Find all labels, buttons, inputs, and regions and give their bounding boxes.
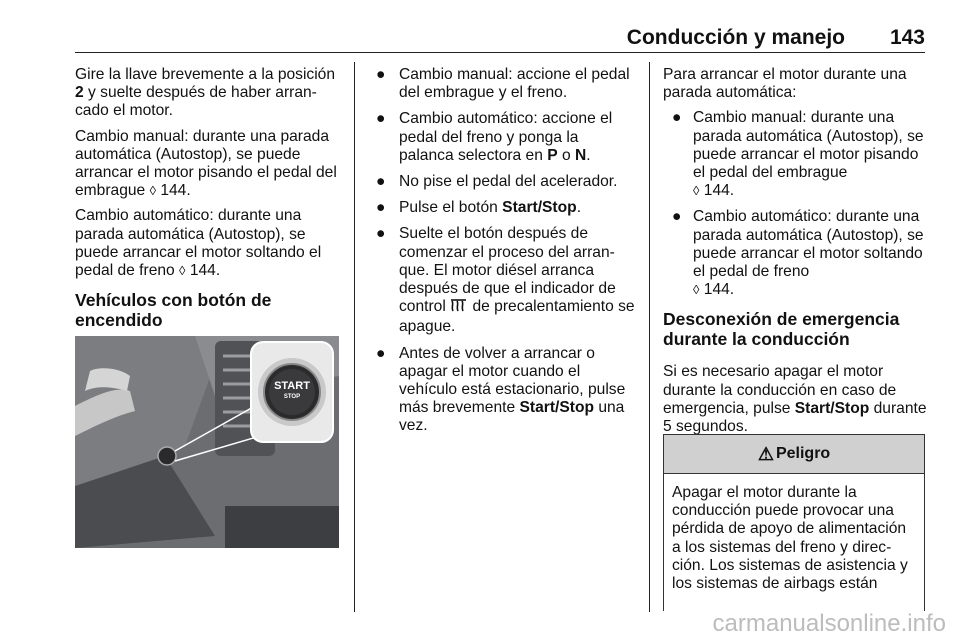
gear-p: P — [547, 146, 558, 164]
text: Si es necesario apagar el motor durante la conducción en caso de emergencia, pulse — [663, 363, 897, 417]
text: Gire la llave brevemente a la posición — [75, 66, 336, 83]
page-ref[interactable]: 144. — [699, 281, 735, 299]
paragraph — [663, 363, 928, 436]
list-item — [374, 345, 636, 436]
button-name: Start/Stop — [502, 199, 577, 217]
list-item — [374, 173, 636, 191]
column-divider — [354, 62, 355, 612]
text: Cambio automático: durante una parada automática (Autostop), se puede arrancar el motor soltando el pedal de freno — [75, 207, 322, 280]
page-ref[interactable]: 144. — [699, 182, 735, 200]
text: Pulse el botón — [399, 199, 503, 217]
page-ref-arrow-icon: ◊ — [693, 183, 700, 199]
page-ref-arrow-icon: ◊ — [693, 282, 700, 298]
bullet-icon: ● — [376, 199, 386, 217]
column-divider — [649, 62, 650, 612]
subheading: Desconexión de emergencia durante la conducción — [663, 309, 900, 350]
column-1 — [75, 66, 345, 344]
text: o — [557, 146, 575, 164]
page-header — [75, 26, 925, 53]
watermark: carmanualsonline.info — [712, 610, 946, 637]
start-button-photo — [75, 336, 339, 548]
page-ref[interactable]: 144. — [156, 182, 191, 200]
bullet-icon: ● — [376, 344, 386, 362]
bullet-icon: ● — [672, 109, 682, 127]
paragraph — [75, 128, 345, 201]
bullet-icon: ● — [376, 110, 386, 128]
page-ref-arrow-icon: ◊ — [179, 263, 186, 279]
text: Cambio manual: durante una parada automática (Autostop), se puede arrancar el motor pisando el pedal del embrague — [75, 127, 337, 200]
step-list — [374, 66, 636, 436]
list-item — [663, 208, 928, 299]
position-number: 2 — [75, 84, 84, 102]
button-name: Start/Stop — [794, 399, 870, 417]
stop-label: STOP — [283, 394, 301, 400]
paragraph — [75, 207, 345, 280]
text: . — [586, 146, 591, 164]
page-ref-arrow-icon: ◊ — [149, 183, 156, 199]
text: Cambio automático: accione el pedal del freno y ponga la palanca selectora en — [399, 110, 613, 164]
list-item — [374, 66, 636, 102]
text: Antes de volver a arrancar o apagar el motor cuando el vehículo está estacionario, pulse más brevemente — [399, 344, 626, 417]
page-ref[interactable]: 144. — [185, 262, 221, 280]
paragraph — [75, 66, 345, 121]
warning-triangle-icon: ⚠ — [757, 443, 774, 464]
bullet-icon: ● — [672, 208, 682, 226]
text: No pise el pedal del acelerador. — [399, 173, 618, 191]
column-2 — [374, 66, 636, 444]
list-item — [374, 110, 636, 165]
paragraph: Para arrancar el motor durante una parada automática: — [663, 66, 907, 102]
list-item — [374, 199, 636, 217]
column-3 — [663, 66, 928, 443]
danger-header — [664, 435, 924, 474]
text: Cambio automático: durante una parada automática (Autostop), se puede arrancar el motor soltando el pedal de freno — [693, 208, 924, 281]
text: durante 5 segundos. — [663, 399, 927, 436]
restart-list — [663, 109, 928, 299]
page-number: 143 — [889, 26, 925, 49]
list-item — [374, 225, 636, 336]
text: y suelte después de haber arran-cado el motor. — [75, 84, 317, 120]
text: Cambio manual: durante una parada automática (Autostop), se puede arrancar el motor pisando el pedal del embrague — [693, 109, 924, 182]
text: . — [576, 199, 582, 217]
gear-n: N — [575, 146, 587, 164]
section-title: Conducción y manejo — [626, 26, 845, 49]
text: una vez. — [399, 399, 625, 435]
danger-text: Apagar el motor durante la conducción puede provocar una pérdida de apoyo de alimentación a los sistemas del freno y direc-ción. Los sistemas de asistencia y los sistemas de airbags están — [672, 484, 908, 593]
subheading: Vehículos con botón de encendido — [75, 290, 272, 331]
bullet-icon: ● — [376, 173, 386, 191]
text: Suelte el botón después de comenzar el proceso del arran-que. El motor diésel arranca después de que el indicador de control — [399, 225, 616, 316]
danger-notice — [663, 434, 925, 611]
start-label: START — [274, 380, 310, 392]
danger-title: Peligro — [775, 445, 831, 462]
text: de precalentamiento se apague. — [399, 298, 635, 336]
bullet-icon: ● — [376, 66, 386, 83]
glow-plug-icon — [450, 299, 468, 318]
text: Cambio manual: accione el pedal del embrague y el freno. — [399, 66, 630, 102]
list-item — [663, 109, 928, 200]
bullet-icon: ● — [376, 225, 386, 243]
button-name: Start/Stop — [519, 399, 594, 417]
